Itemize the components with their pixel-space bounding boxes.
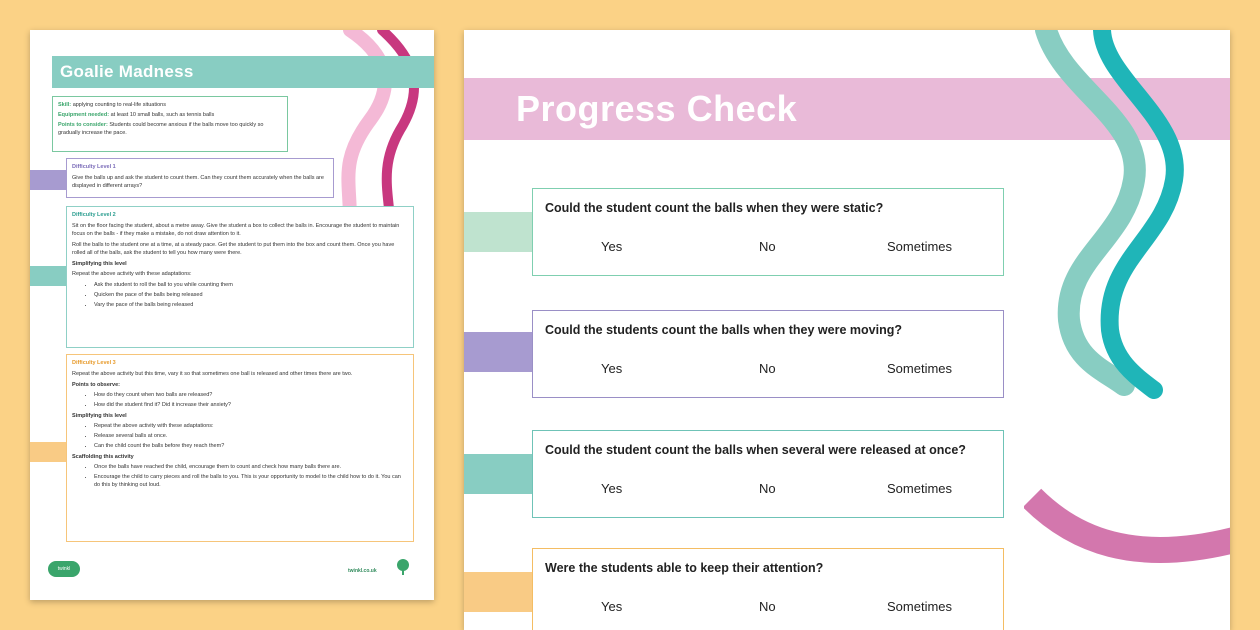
- question3-sometimes-option[interactable]: Sometimes: [887, 481, 953, 496]
- question3-yes-option[interactable]: Yes: [601, 481, 623, 496]
- question2-box: [532, 310, 1004, 398]
- level1-title: Difficulty Level 1: [72, 164, 116, 170]
- progress-check-page: [464, 30, 1230, 630]
- list-item: • Quicken the pace of the balls being released: [94, 291, 408, 299]
- question1-tab: [464, 212, 534, 252]
- list-item: • How do they count when two balls are released?: [94, 391, 408, 399]
- list-item: • Encourage the child to carry pieces and roll the balls to you. This is your opportunity to model to the child how to do it. You can do this by thinking out loud.: [94, 473, 408, 489]
- question2-no-option[interactable]: No: [759, 361, 776, 376]
- question2-sometimes-option[interactable]: Sometimes: [887, 361, 953, 376]
- list-item: • Ask the student to roll the ball to you while counting them: [94, 281, 408, 289]
- question1-text: Could the student count the balls when they were static?: [545, 201, 884, 215]
- list-item: • Repeat the above activity with these adaptations:: [94, 422, 408, 430]
- skill-text: applying counting to real-life situations: [72, 102, 166, 108]
- question2-tab: [464, 332, 534, 372]
- question2-yes-option[interactable]: Yes: [601, 361, 623, 376]
- level2-box: [66, 206, 414, 348]
- level1-box: [66, 158, 334, 198]
- tree-icon: [394, 558, 412, 576]
- question4-text: Were the students able to keep their attention?: [545, 561, 824, 575]
- points-text: Students could become anxious if the balls move too quickly so gradually increase the pace.: [58, 122, 264, 136]
- level2-title: Difficulty Level 2: [72, 212, 116, 218]
- list-item: • How did the student find it? Did it increase their anxiety?: [94, 401, 408, 409]
- level3-subheading-3: Scaffolding this activity: [72, 454, 134, 460]
- level2-text-1: Sit on the floor facing the student, about a metre away. Give the student a box to collect the balls in. Encourage the student to maintain focus on the balls - if they make a mistake, do not draw attention to it.: [72, 223, 400, 237]
- question1-yes-option[interactable]: Yes: [601, 239, 623, 254]
- question1-sometimes-option[interactable]: Sometimes: [887, 239, 953, 254]
- question1-box: [532, 188, 1004, 276]
- level3-box: [66, 354, 414, 542]
- question2-text: Could the students count the balls when they were moving?: [545, 323, 902, 337]
- page-title: Goalie Madness: [60, 62, 194, 81]
- decorative-swirls: [1024, 30, 1230, 630]
- points-label: Points to consider:: [58, 122, 108, 128]
- list-item: • Release several balls at once.: [94, 432, 408, 440]
- level1-tab: [30, 170, 66, 190]
- question4-no-option[interactable]: No: [759, 599, 776, 614]
- footer-site: twinkl.co.uk: [348, 568, 377, 574]
- list-item: • Can the child count the balls before they reach them?: [94, 442, 408, 450]
- skill-info-box: [52, 96, 288, 152]
- question3-no-option[interactable]: No: [759, 481, 776, 496]
- level3-subheading-2: Simplifying this level: [72, 413, 127, 419]
- page-title: Progress Check: [516, 88, 798, 129]
- level2-text-3: Repeat the above activity with these adaptations:: [72, 271, 192, 277]
- skill-label: Skill:: [58, 102, 72, 108]
- level3-subheading-1: Points to observe:: [72, 382, 120, 388]
- activity-sheet-page: [30, 30, 434, 600]
- twinkl-logo: twinkl: [48, 561, 80, 577]
- question4-yes-option[interactable]: Yes: [601, 599, 623, 614]
- level1-text: Give the balls up and ask the student to count them. Can they count them accurately when the balls are displayed in different arrays?: [72, 175, 324, 189]
- question3-tab: [464, 454, 534, 494]
- question4-sometimes-option[interactable]: Sometimes: [887, 599, 953, 614]
- level2-tab: [30, 266, 66, 286]
- level3-tab: [30, 442, 66, 462]
- question1-no-option[interactable]: No: [759, 239, 776, 254]
- question4-tab: [464, 572, 534, 612]
- question3-box: [532, 430, 1004, 518]
- question3-text: Could the student count the balls when several were released at once?: [545, 443, 966, 457]
- level2-subheading: Simplifying this level: [72, 261, 127, 267]
- level2-text-2: Roll the balls to the student one at a time, at a steady pace. Get the student to put them into the box and count them. Once you have rolled all of the balls, ask the student to tell you how many were there.: [72, 242, 395, 256]
- question4-box: [532, 548, 1004, 630]
- level3-title: Difficulty Level 3: [72, 360, 116, 366]
- level3-text-1: Repeat the above activity but this time, vary it so that sometimes one ball is released and other times there are two.: [72, 371, 353, 377]
- equipment-label: Equipment needed:: [58, 112, 110, 118]
- equipment-text: at least 10 small balls, such as tennis balls: [110, 112, 215, 118]
- list-item: • Vary the pace of the balls being released: [94, 301, 408, 309]
- list-item: • Once the balls have reached the child, encourage them to count and check how many balls there are.: [94, 463, 408, 471]
